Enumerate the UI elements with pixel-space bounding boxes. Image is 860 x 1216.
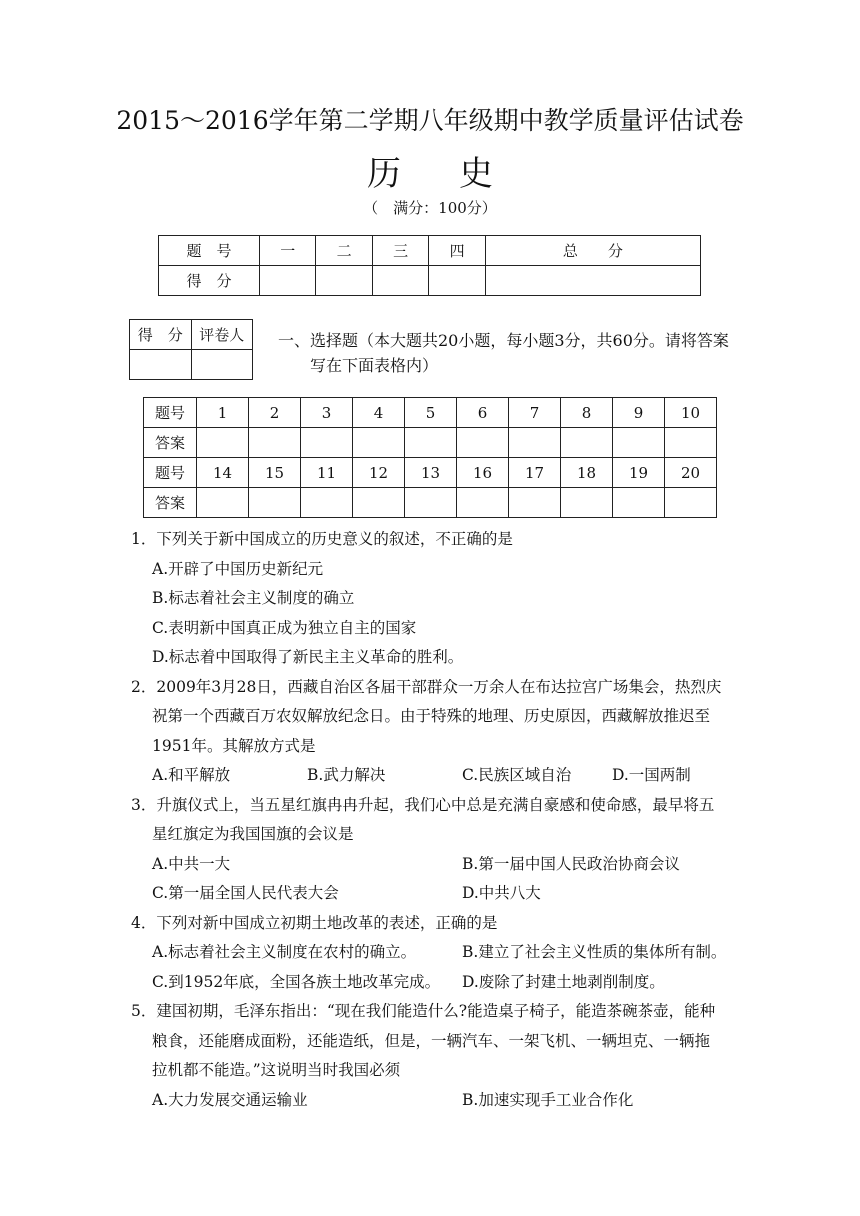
- answer-cell[interactable]: [613, 488, 665, 518]
- question-number: 6: [457, 398, 509, 428]
- question-number: 20: [665, 458, 717, 488]
- answer-cell[interactable]: [353, 428, 405, 458]
- question-number: 16: [457, 458, 509, 488]
- question-option: B.建立了社会主义性质的集体所有制。: [462, 943, 727, 961]
- question-option: B.第一届中国人民政治协商会议: [462, 854, 680, 873]
- subject-title: [0, 146, 860, 195]
- score-table: [158, 235, 701, 296]
- answer-cell[interactable]: [665, 488, 717, 518]
- question-number: 8: [561, 398, 613, 428]
- option-row: [131, 968, 731, 998]
- score-table-header-cell: 总 分: [485, 236, 700, 266]
- question-option: B.标志着社会主义制度的确立: [152, 589, 355, 607]
- number-label: 题号: [144, 398, 197, 428]
- grader-score-label: 得 分: [130, 320, 192, 350]
- grader-table: [129, 319, 253, 380]
- question-option: B.武力解决: [307, 766, 386, 784]
- question-stem-continued: 1951年。其解放方式是: [152, 736, 316, 755]
- answer-entry-row: [144, 428, 717, 458]
- question-number: 17: [509, 458, 561, 488]
- question-stem: 4．下列对新中国成立初期土地改革的表述，正确的是: [131, 913, 498, 932]
- score-table-header-cell: 一: [260, 236, 316, 266]
- score-table-header-cell: 题 号: [159, 236, 260, 266]
- question-option: A.大力发展交通运输业: [152, 1090, 308, 1109]
- question-stem-continued: 拉机都不能造。”这说明当时我国必须: [152, 1061, 401, 1079]
- option-row: [131, 850, 731, 880]
- question-option: C.到1952年底，全国各族土地改革完成。: [152, 972, 441, 991]
- question-number: 7: [509, 398, 561, 428]
- answer-cell[interactable]: [457, 428, 509, 458]
- question-number: 13: [405, 458, 457, 488]
- question-number: 12: [353, 458, 405, 488]
- score-cell[interactable]: [485, 266, 700, 296]
- section-heading-line: 一、选择题（本大题共20小题，每小题3分，共60分。请将答案: [278, 331, 729, 350]
- question-option: C.民族区域自治: [462, 766, 572, 784]
- grader-name-cell[interactable]: [191, 350, 253, 380]
- question-option: A.和平解放: [152, 766, 231, 784]
- question-1: [131, 525, 731, 673]
- question-option: D.标志着中国取得了新民主主义革命的胜利。: [152, 648, 464, 666]
- score-cell[interactable]: [260, 266, 316, 296]
- question-5: [131, 997, 731, 1115]
- number-label: 题号: [144, 458, 197, 488]
- question-number: 2: [249, 398, 301, 428]
- score-table-header-row: [159, 236, 701, 266]
- question-number: 18: [561, 458, 613, 488]
- answer-cell[interactable]: [405, 488, 457, 518]
- subject-char: 史: [459, 154, 493, 194]
- question-stem: 1．下列关于新中国成立的历史意义的叙述，不正确的是: [131, 530, 513, 548]
- answer-cell[interactable]: [249, 428, 301, 458]
- grader-score-cell[interactable]: [130, 350, 192, 380]
- question-stem: 3．升旗仪式上，当五星红旗冉冉升起，我们心中总是充满自豪感和使命感，最早将五: [131, 795, 715, 814]
- question-option: C.表明新中国真正成为独立自主的国家: [152, 618, 417, 637]
- answer-cell[interactable]: [353, 488, 405, 518]
- question-option: A.中共一大: [152, 854, 231, 873]
- answer-label: 答案: [144, 488, 197, 518]
- option-row: [131, 1086, 731, 1116]
- answer-cell[interactable]: [561, 488, 613, 518]
- question-list: [131, 525, 731, 1115]
- answer-cell[interactable]: [665, 428, 717, 458]
- question-stem-continued: 祝第一个西藏百万农奴解放纪念日。由于特殊的地理、历史原因，西藏解放推迟至: [152, 707, 711, 725]
- question-stem-continued: 粮食，还能磨成面粉，还能造纸，但是，一辆汽车、一架飞机、一辆坦克、一辆拖: [152, 1031, 711, 1050]
- answer-cell[interactable]: [613, 428, 665, 458]
- answer-cell[interactable]: [405, 428, 457, 458]
- answer-number-row: [144, 398, 717, 428]
- subject-char: 历: [367, 154, 401, 194]
- question-number: 10: [665, 398, 717, 428]
- answer-label: 答案: [144, 428, 197, 458]
- question-number: 19: [613, 458, 665, 488]
- question-number: 9: [613, 398, 665, 428]
- grader-name-label: 评卷人: [191, 320, 253, 350]
- answer-cell[interactable]: [561, 428, 613, 458]
- question-number: 11: [301, 458, 353, 488]
- question-2: [131, 673, 731, 791]
- question-number: 4: [353, 398, 405, 428]
- answer-cell[interactable]: [509, 488, 561, 518]
- question-number: 5: [405, 398, 457, 428]
- answer-cell[interactable]: [301, 428, 353, 458]
- answer-cell[interactable]: [457, 488, 509, 518]
- answer-cell[interactable]: [197, 488, 249, 518]
- question-number: 3: [301, 398, 353, 428]
- question-option: C.第一届全国人民代表大会: [152, 884, 339, 902]
- option-row: [131, 938, 731, 968]
- answer-cell[interactable]: [509, 428, 561, 458]
- section-heading: [278, 328, 748, 378]
- answer-cell[interactable]: [249, 488, 301, 518]
- question-number: 14: [197, 458, 249, 488]
- full-score: （ 满分：100分）: [363, 199, 497, 217]
- question-option: A.开辟了中国历史新纪元: [152, 559, 324, 578]
- answer-cell[interactable]: [301, 488, 353, 518]
- question-stem: 5．建国初期，毛泽东指出：“现在我们能造什么?能造桌子椅子，能造茶碗茶壶，能种: [131, 1002, 716, 1020]
- question-3: [131, 791, 731, 909]
- question-option: D.中共八大: [462, 884, 541, 902]
- answer-cell[interactable]: [197, 428, 249, 458]
- question-number: 15: [249, 458, 301, 488]
- answer-number-row: [144, 458, 717, 488]
- exam-title: 2015～2016学年第二学期八年级期中教学质量评估试卷: [116, 106, 744, 135]
- score-cell[interactable]: [372, 266, 428, 296]
- score-table-header-cell: 四: [429, 236, 485, 266]
- answer-table: [143, 397, 717, 518]
- score-cell[interactable]: [429, 266, 485, 296]
- question-option: A.标志着社会主义制度在农村的确立。: [152, 943, 417, 961]
- question-stem: 2．2009年3月28日，西藏自治区各届干部群众一万余人在布达拉宫广场集会，热烈庆: [131, 677, 722, 696]
- question-option: D.一国两制: [612, 766, 691, 784]
- question-option: D.废除了封建土地剥削制度。: [462, 972, 665, 991]
- option-row: [131, 761, 731, 791]
- score-table-score-row: [159, 266, 701, 296]
- score-cell[interactable]: [316, 266, 372, 296]
- score-row-label: 得 分: [159, 266, 260, 296]
- score-table-header-cell: 三: [372, 236, 428, 266]
- answer-entry-row: [144, 488, 717, 518]
- option-row: [131, 879, 731, 909]
- question-number: 1: [197, 398, 249, 428]
- question-option: B.加速实现手工业合作化: [462, 1090, 634, 1109]
- score-table-header-cell: 二: [316, 236, 372, 266]
- question-4: [131, 909, 731, 998]
- section-heading-line: 写在下面表格内）: [310, 356, 439, 375]
- question-stem-continued: 星红旗定为我国国旗的会议是: [152, 825, 354, 843]
